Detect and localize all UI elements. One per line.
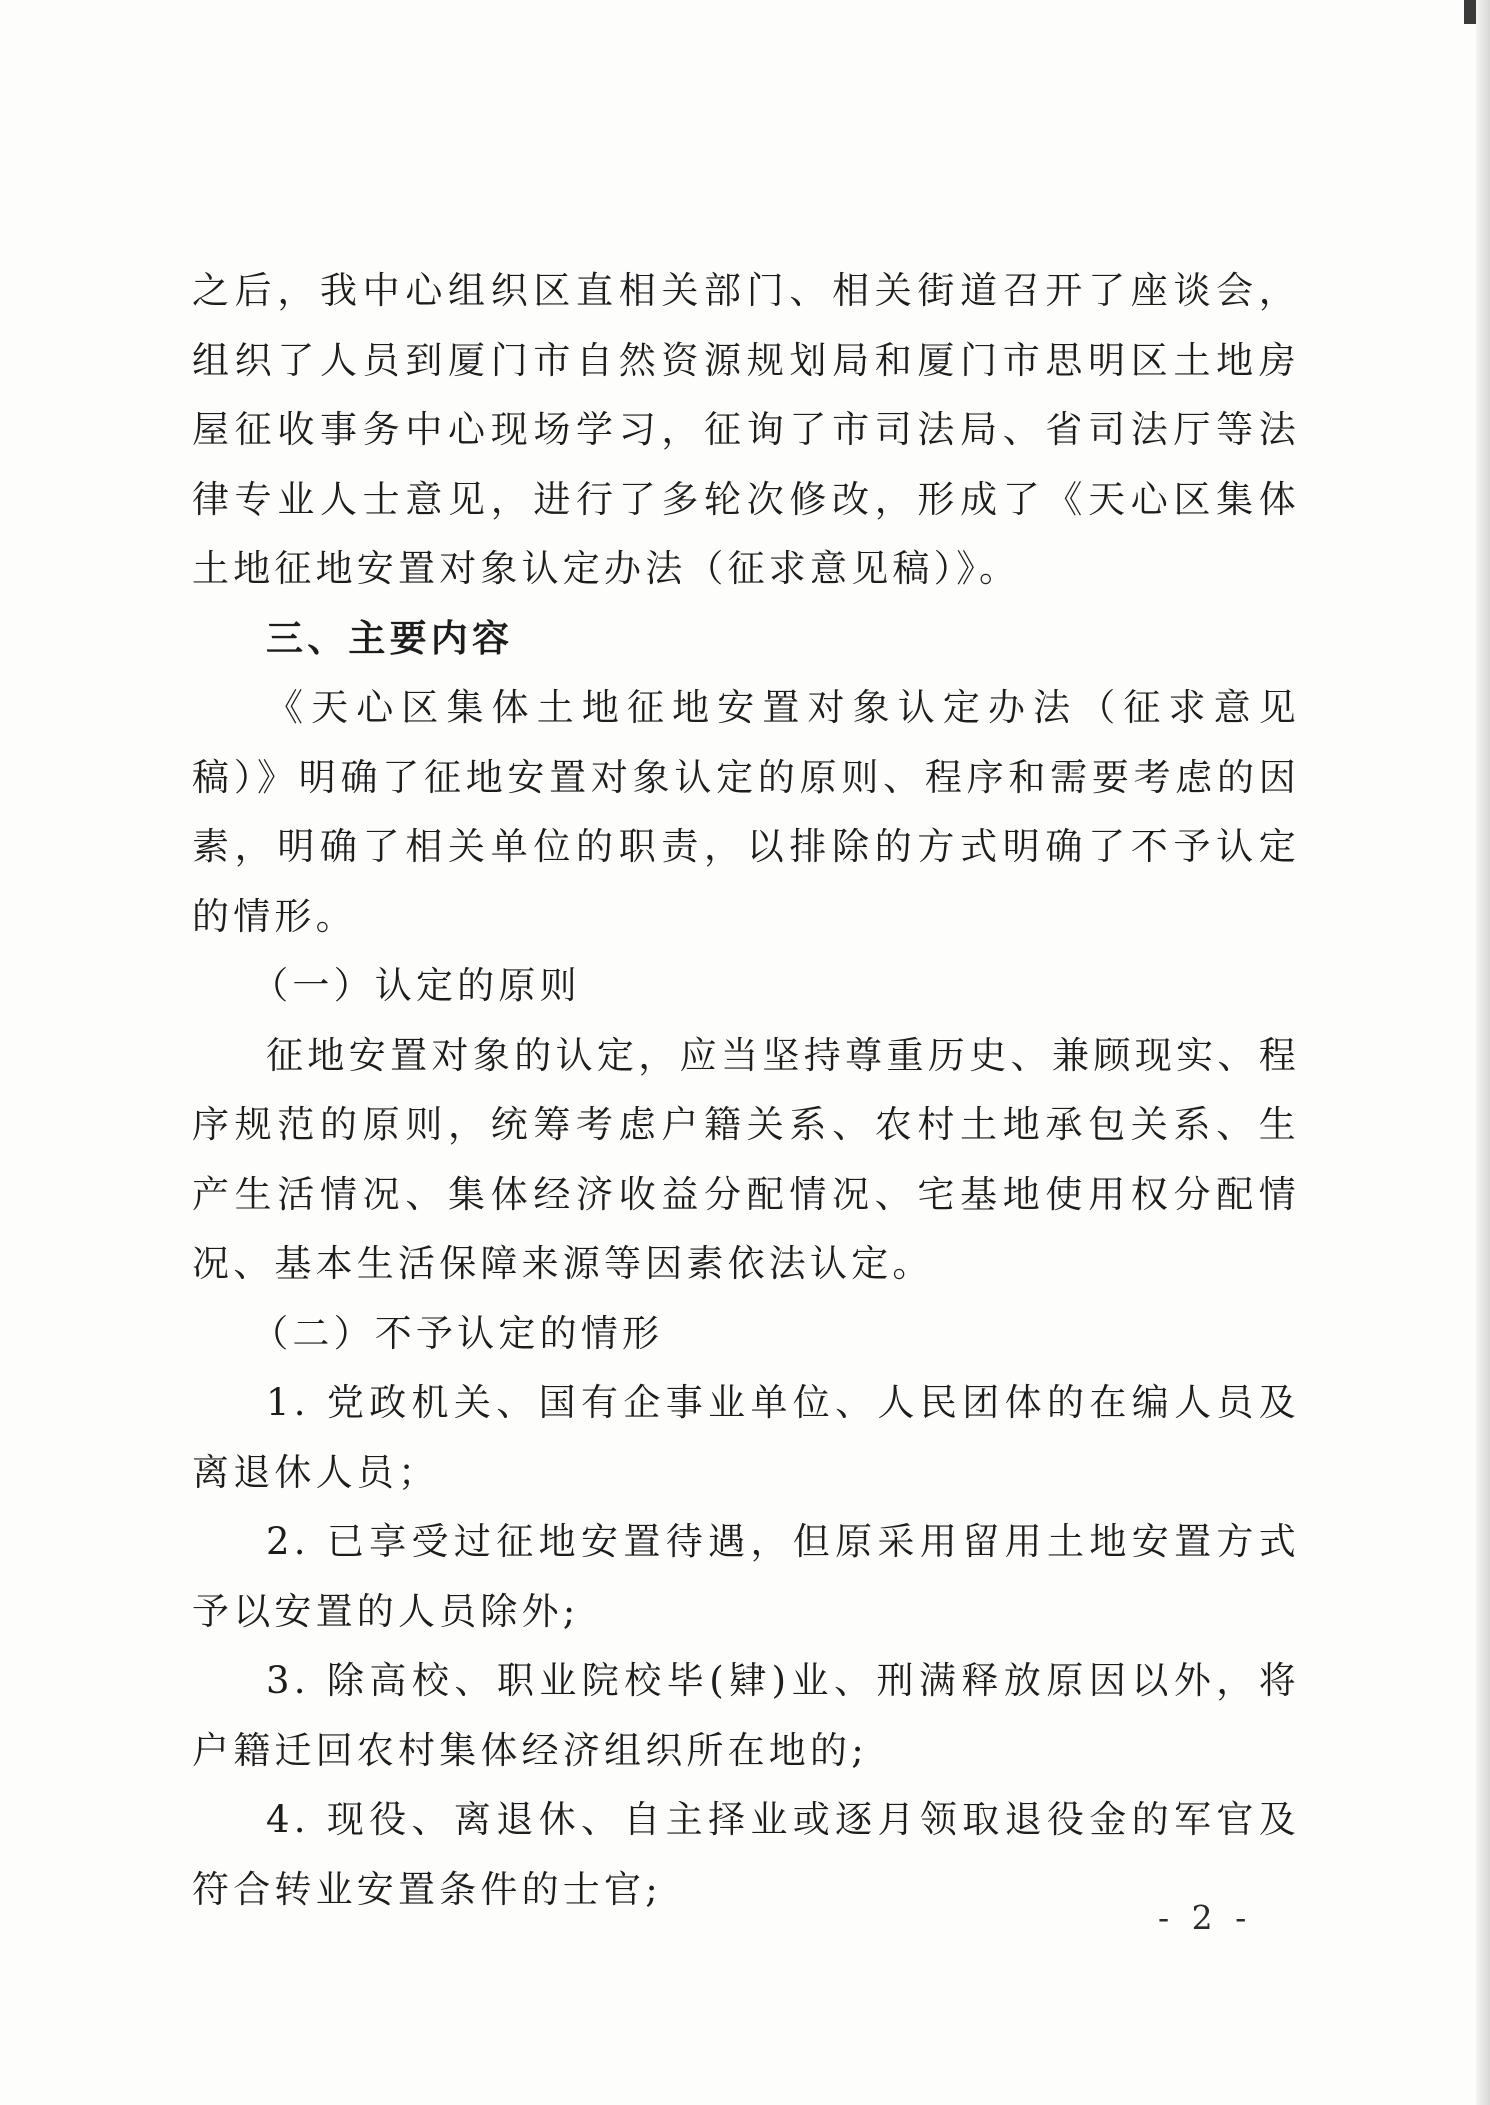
scan-edge xyxy=(1476,0,1490,2105)
subheading-principles: （一）认定的原则 xyxy=(251,964,581,1007)
list-item-exclusion-2: 2. 已享受过征地安置待遇，但原采用留用土地安置方式予以安置的人员除外; xyxy=(192,1520,1300,1633)
section-heading: 三、主要内容 xyxy=(266,616,514,660)
list-item-exclusion-1: 1. 党政机关、国有企事业单位、人民团体的在编人员及离退休人员； xyxy=(192,1381,1300,1494)
list-item-exclusion-3: 3. 除高校、职业院校毕(肄)业、刑满释放原因以外，将户籍迁回农村集体经济组织所在地的; xyxy=(192,1659,1300,1772)
paragraph-continuation: 之后，我中心组织区直相关部门、相关街道召开了座谈会，组织了人员到厦门市自然资源规划局和厦门市思明区土地房屋征收事务中心现场学习，征询了市司法局、省司法厅等法律专业人士意见，进行了多轮次修改，形成了《天心区集体土地征地安置对象认定办法（征求意见稿）》。 xyxy=(192,269,1300,590)
subheading-exclusions: （二）不予认定的情形 xyxy=(251,1311,664,1355)
paragraph-main-content: 《天心区集体土地征地安置对象认定办法（征求意见稿）》明确了征地安置对象认定的原则、程序和需要考虑的因素，明确了相关单位的职责，以排除的方式明确了不予认定的情形。 xyxy=(192,686,1300,938)
page-number: - 2 - xyxy=(1158,1898,1253,1937)
paragraph-principles: 征地安置对象的认定，应当坚持尊重历史、兼顾现实、程序规范的原则，统筹考虑户籍关系、农村土地承包关系、生产生活情况、集体经济收益分配情况、宅基地使用权分配情况、基本生活保障来源等因素依法认定。 xyxy=(192,1033,1300,1285)
document-body xyxy=(192,256,1300,1924)
scan-mark xyxy=(1464,0,1476,24)
list-item-exclusion-4: 4. 现役、离退休、自主择业或逐月领取退役金的军官及符合转业安置条件的士官; xyxy=(192,1798,1300,1911)
